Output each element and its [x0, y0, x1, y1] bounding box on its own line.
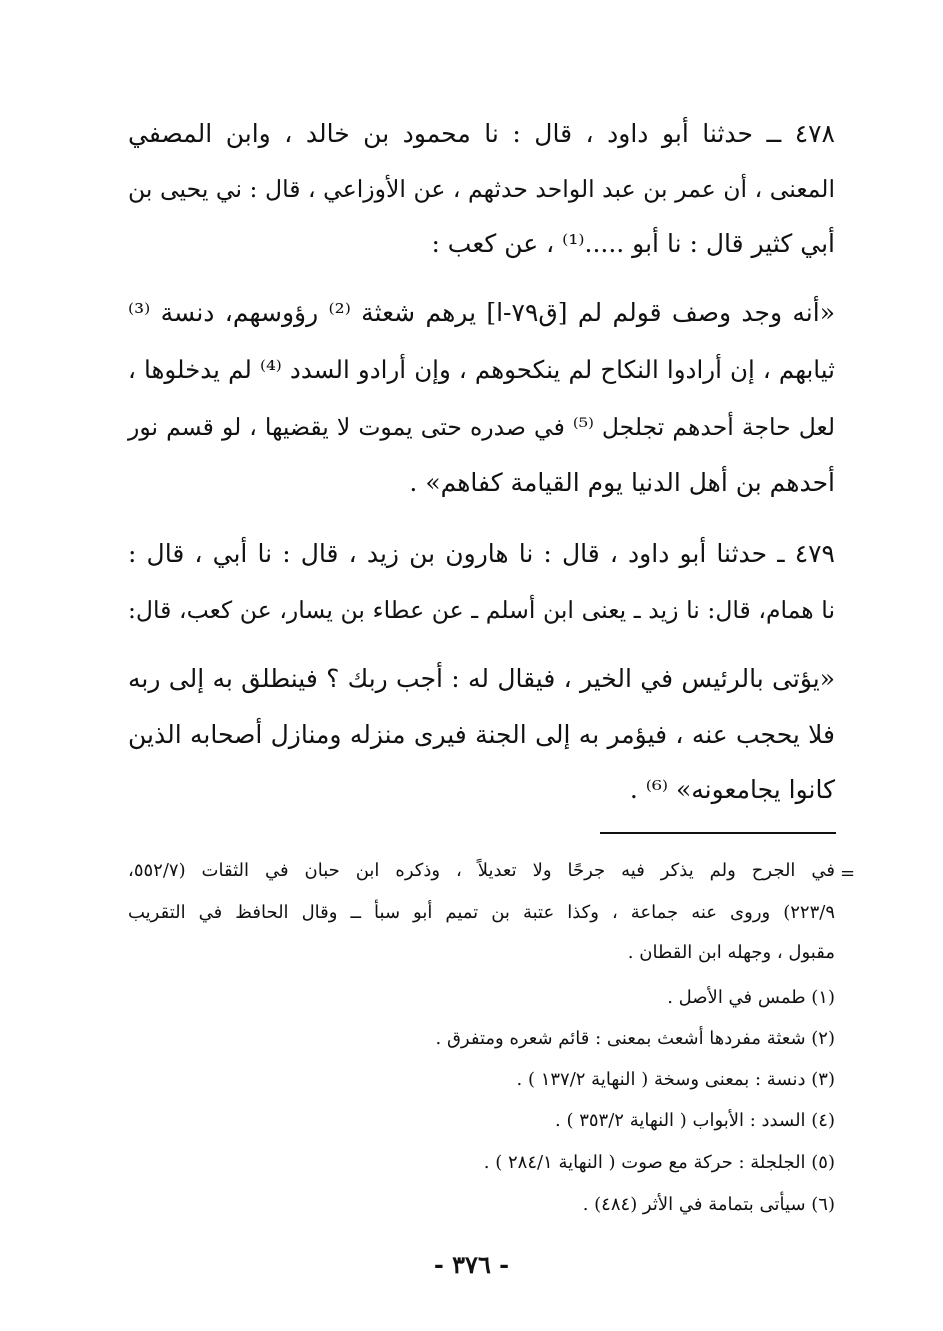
text-line: ٤٧٨ ــ حدثنا أبو داود ، قال : نا محمود بن خالد ، وابن المصفي	[128, 119, 835, 148]
text-line: أحدهم بن أهل الدنيا يوم القيامة كفاهم» .	[409, 468, 835, 497]
footnote-line: في الجرح ولم يذكر فيه جرحًا ولا تعديلاً ، وذكره ابن حبان في الثقات (٥٥٢/٧،	[128, 860, 835, 881]
text-line: فلا يحجب عنه ، فيؤمر به إلى الجنة فيرى منزله ومنازل أصحابه الذين	[128, 720, 835, 749]
text-line: كانوا يجامعونه» ⁽⁶⁾ .	[629, 775, 835, 804]
text-line: ثيابهم ، إن أرادوا النكاح لم ينكحوهم ، وإن أرادو السدد ⁽⁴⁾ لم يدخلوها ،	[128, 355, 835, 384]
footnote-item: (٤) السدد : الأبواب ( النهاية ٣٥٣/٢ ) .	[555, 1110, 835, 1131]
text-line: المعنى ، أن عمر بن عبد الواحد حدثهم ، عن الأوزاعي ، قال : ني يحيى بن	[128, 175, 835, 203]
page-number: - ٣٧٦ -	[433, 1250, 510, 1279]
footnote-item: (٥) الجلجلة : حركة مع صوت ( النهاية ٢٨٤/١ ) .	[483, 1152, 835, 1173]
text-line: ٤٧٩ ـ حدثنا أبو داود ، قال : نا هارون بن زيد ، قال : نا أبي ، قال :	[128, 539, 835, 568]
footnote-line: ٢٢٣/٩) وروى عنه جماعة ، وكذا عتبة بن تميم أبو سبأ ــ وقال الحافظ في التقريب	[128, 902, 835, 923]
footnote-item: (١) طمس في الأصل .	[667, 987, 835, 1008]
footnote-item: (٦) سيأتى بتمامة في الأثر (٤٨٤) .	[582, 1194, 835, 1215]
text-line: أبي كثير قال : نا أبو .....⁽¹⁾ ، عن كعب :	[431, 229, 835, 258]
footnote-item: (٢) شعثة مفردها أشعث بمعنى : قائم شعره ومتفرق .	[435, 1028, 835, 1049]
text-line: نا همام، قال: نا زيد ـ يعنى ابن أسلم ـ عن عطاء بن يسار، عن كعب، قال:	[128, 596, 835, 624]
text-line: «أنه وجد وصف قولم لم [ق٧٩-ا] يرهم شعثة ⁽²⁾ رؤوسهم، دنسة ⁽³⁾	[128, 298, 835, 327]
footnote-line: مقبول ، وجهله ابن القطان .	[627, 942, 835, 963]
continuation-mark: =	[840, 863, 856, 884]
footnote-item: (٣) دنسة : بمعنى وسخة ( النهاية ١٣٧/٢ ) .	[516, 1069, 835, 1090]
text-line: «يؤتى بالرئيس في الخير ، فيقال له : أجب ربك ؟ فينطلق به إلى ربه	[128, 664, 835, 693]
footnote-separator	[600, 832, 836, 834]
text-line: لعل حاجة أحدهم تجلجل ⁽⁵⁾ في صدره حتى يموت لا يقضيها ، لو قسم نور	[128, 413, 836, 441]
